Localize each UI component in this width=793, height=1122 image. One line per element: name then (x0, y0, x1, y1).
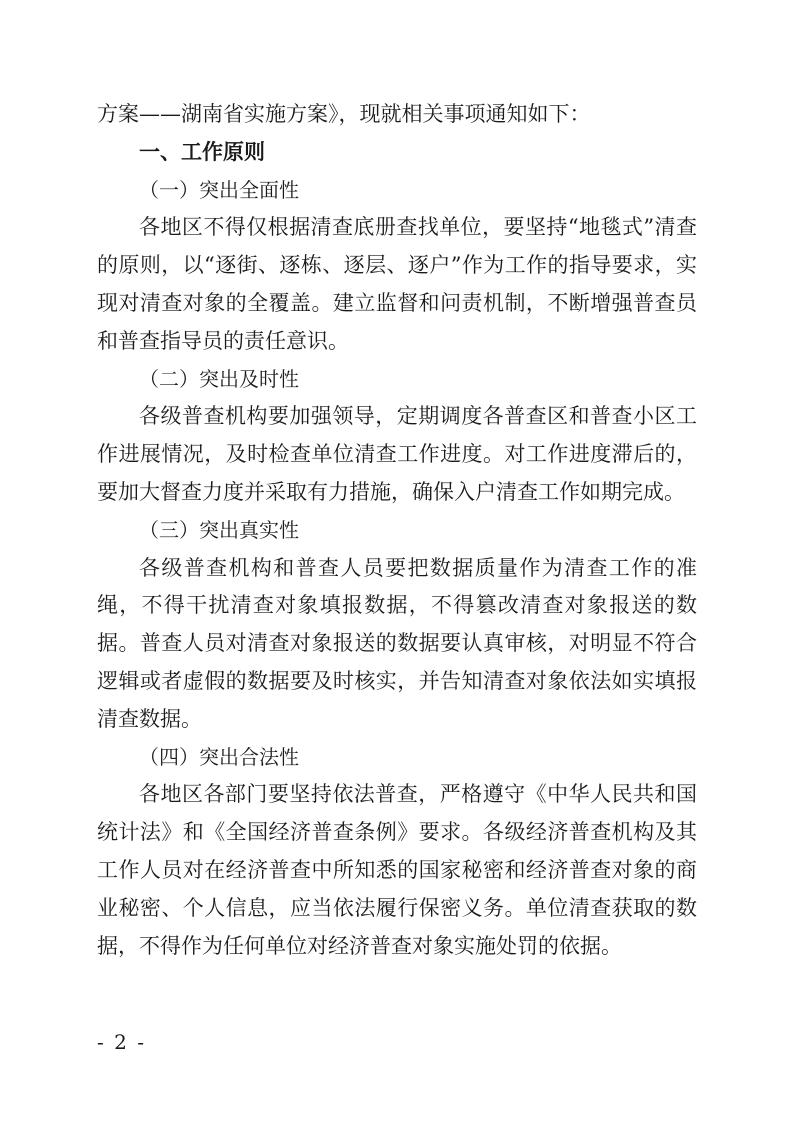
paragraph-legality: 各地区各部门要坚持依法普查，严格遵守《中华人民共和国统计法》和《全国经济普查条例》要求。各级经济普查机构及其工作人员对在经济普查中所知悉的国家秘密和经济普查对象的商业秘密、个人信息，应当依法履行保密义务。单位清查获取的数据，不得作为任何单位对经济普查对象实施处罚的依据。 (97, 782, 697, 958)
subheading-authenticity: （三）突出真实性 (139, 517, 299, 542)
page-number: - 2 - (97, 1030, 146, 1054)
subheading-timeliness: （二）突出及时性 (139, 366, 299, 391)
document-body (97, 96, 697, 965)
paragraph-timeliness: 各级普查机构要加强领导，定期调度各普查区和普查小区工作进展情况，及时检查单位清查工作进度。对工作进度滞后的，要加大督查力度并采取有力措施，确保入户清查工作如期完成。 (97, 404, 697, 504)
subheading-legality: （四）突出合法性 (139, 744, 299, 769)
section-heading-work-principles: 一、工作原则 (139, 139, 265, 164)
paragraph-comprehensiveness: 各地区不得仅根据清查底册查找单位，要坚持“地毯式”清查的原则，以“逐街、逐栋、逐层、逐户”作为工作的指导要求，实现对清查对象的全覆盖。建立监督和问责机制，不断增强普查员和普查指导员的责任意识。 (97, 215, 697, 353)
subheading-comprehensiveness: （一）突出全面性 (139, 177, 299, 202)
paragraph-authenticity: 各级普查机构和普查人员要把数据质量作为清查工作的准绳，不得干扰清查对象填报数据，不得篡改清查对象报送的数据。普查人员对清查对象报送的数据要认真审核，对明显不符合逻辑或者虚假的数据要及时核实，并告知清查对象依法如实填报清查数据。 (97, 555, 697, 731)
intro-paragraph: 方案——湖南省实施方案》，现就相关事项通知如下： (97, 102, 591, 126)
